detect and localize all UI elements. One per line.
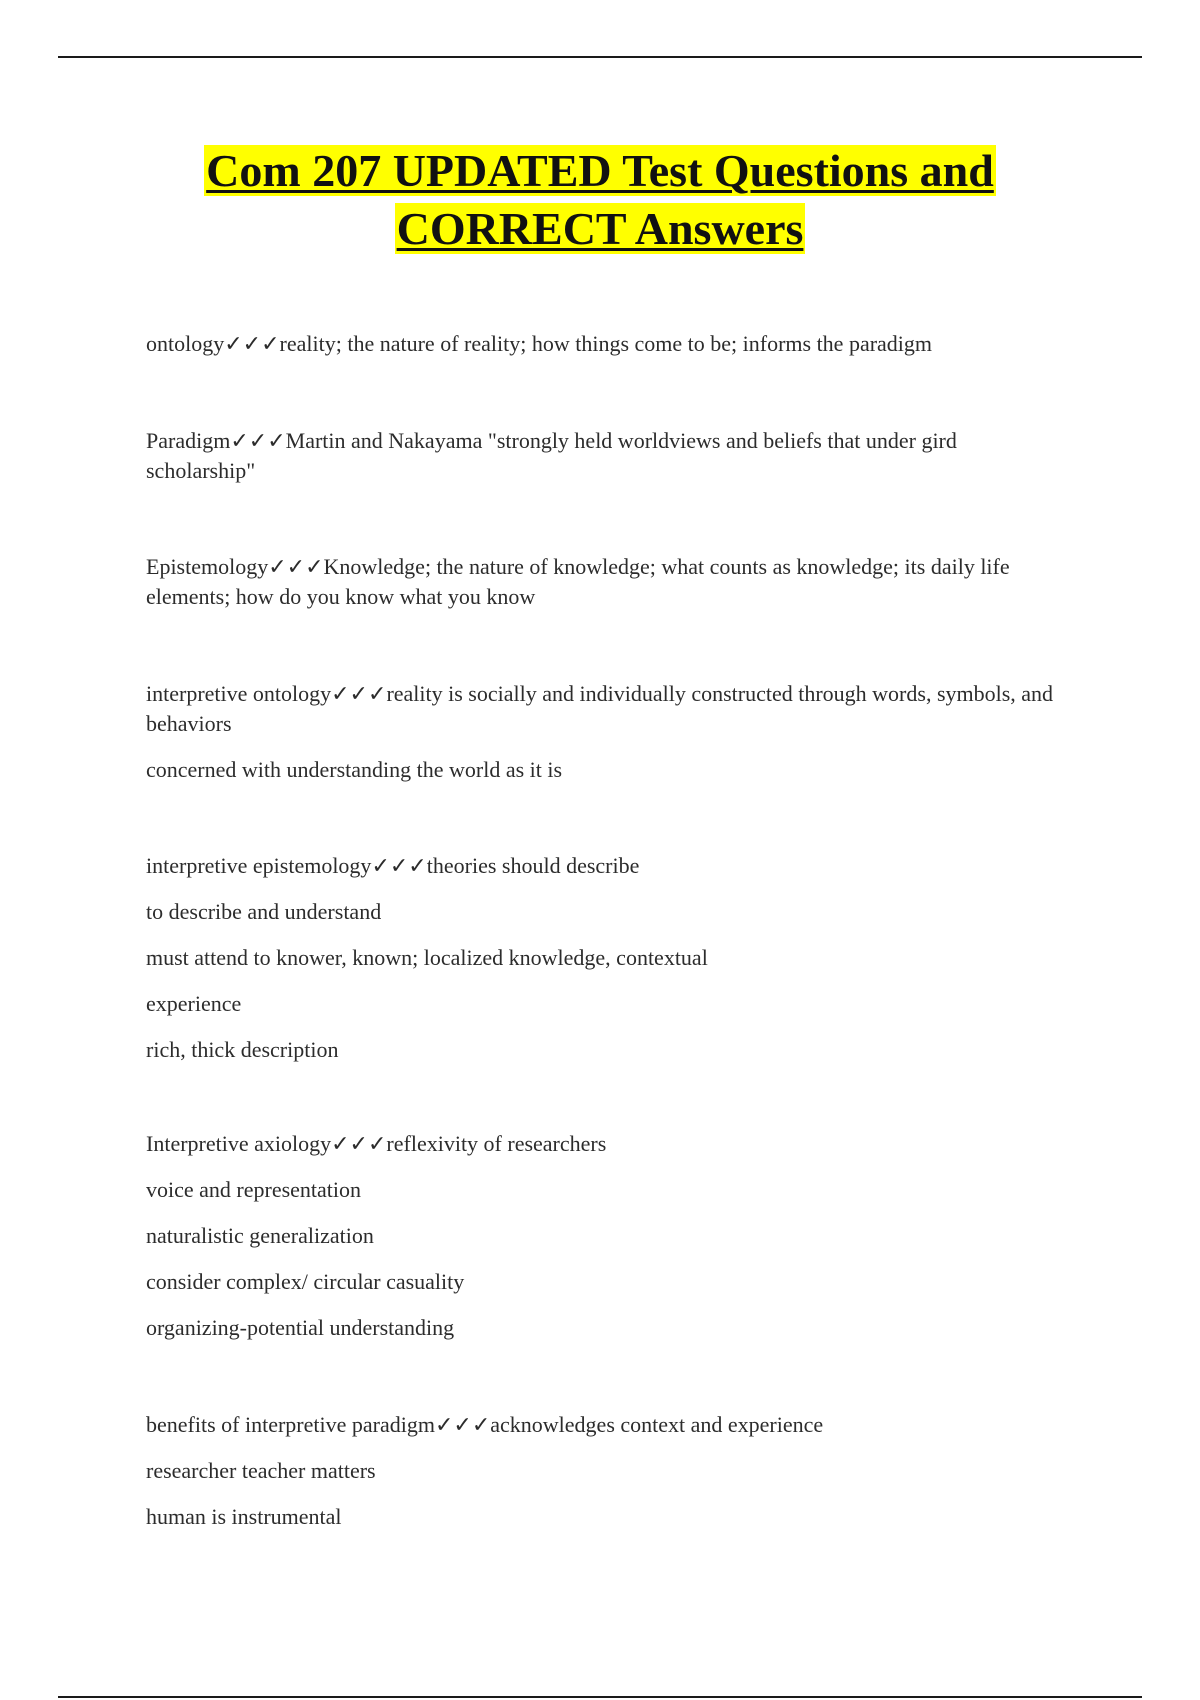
checkmark-icon: ✓✓✓	[331, 1131, 387, 1156]
qa-line	[146, 552, 1066, 612]
qa-line	[146, 329, 1066, 359]
qa-extra-line: organizing-potential understanding	[146, 1315, 455, 1340]
qa-definition: theories should describe	[426, 853, 640, 878]
qa-extra-line: voice and representation	[146, 1177, 362, 1202]
qa-definition: reality is socially and individually constructed through words, symbols, and behaviors	[146, 681, 1054, 736]
title-line-1: Com 207 UPDATED Test Questions and	[206, 145, 994, 196]
checkmark-icon: ✓✓✓	[230, 428, 286, 453]
qa-line	[146, 1410, 1066, 1440]
checkmark-icon: ✓✓✓	[268, 554, 324, 579]
qa-definition: acknowledges context and experience	[490, 1412, 824, 1437]
qa-extra-line: rich, thick description	[146, 1037, 339, 1062]
bottom-rule	[58, 1696, 1142, 1698]
qa-entry	[146, 1410, 1066, 1532]
qa-term: ontology	[146, 331, 225, 356]
qa-term: interpretive epistemology	[146, 853, 372, 878]
qa-extra-line: human is instrumental	[146, 1504, 342, 1529]
checkmark-icon: ✓✓✓	[224, 331, 280, 356]
qa-entry	[146, 851, 1066, 1065]
qa-extra-line: researcher teacher matters	[146, 1458, 376, 1483]
qa-definition: reality; the nature of reality; how things come to be; informs the paradigm	[279, 331, 933, 356]
qa-extra-line: concerned with understanding the world as it is	[146, 757, 563, 782]
qa-entry	[146, 426, 1066, 486]
qa-term: Paradigm	[146, 428, 231, 453]
qa-entry	[146, 679, 1066, 785]
qa-extra-line: naturalistic generalization	[146, 1223, 374, 1248]
qa-entry	[146, 552, 1066, 612]
qa-line	[146, 851, 1066, 881]
qa-extra-line: must attend to knower, known; localized knowledge, contextual	[146, 945, 708, 970]
qa-term: Interpretive axiology	[146, 1131, 332, 1156]
qa-entry	[146, 329, 1066, 359]
qa-term: interpretive ontology	[146, 681, 332, 706]
qa-term: benefits of interpretive paradigm	[146, 1412, 435, 1437]
document-title	[100, 142, 1100, 258]
checkmark-icon: ✓✓✓	[371, 853, 427, 878]
qa-extra-line: experience	[146, 991, 242, 1016]
qa-term: Epistemology	[146, 554, 269, 579]
qa-definition: Knowledge; the nature of knowledge; what counts as knowledge; its daily life elements; how do you know what you know	[146, 554, 1010, 609]
checkmark-icon: ✓✓✓	[434, 1412, 491, 1437]
qa-definition: Martin and Nakayama "strongly held worldviews and beliefs that under gird scholarship"	[146, 428, 957, 483]
title-line-2: CORRECT Answers	[396, 203, 804, 254]
qa-line	[146, 1129, 1066, 1159]
qa-extra-line: to describe and understand	[146, 899, 382, 924]
qa-extra-line: consider complex/ circular casuality	[146, 1269, 465, 1294]
qa-definition: reflexivity of researchers	[386, 1131, 607, 1156]
qa-line	[146, 426, 1066, 486]
top-rule	[58, 56, 1142, 58]
qa-entry	[146, 1129, 1066, 1343]
qa-line	[146, 679, 1066, 739]
checkmark-icon: ✓✓✓	[331, 681, 387, 706]
